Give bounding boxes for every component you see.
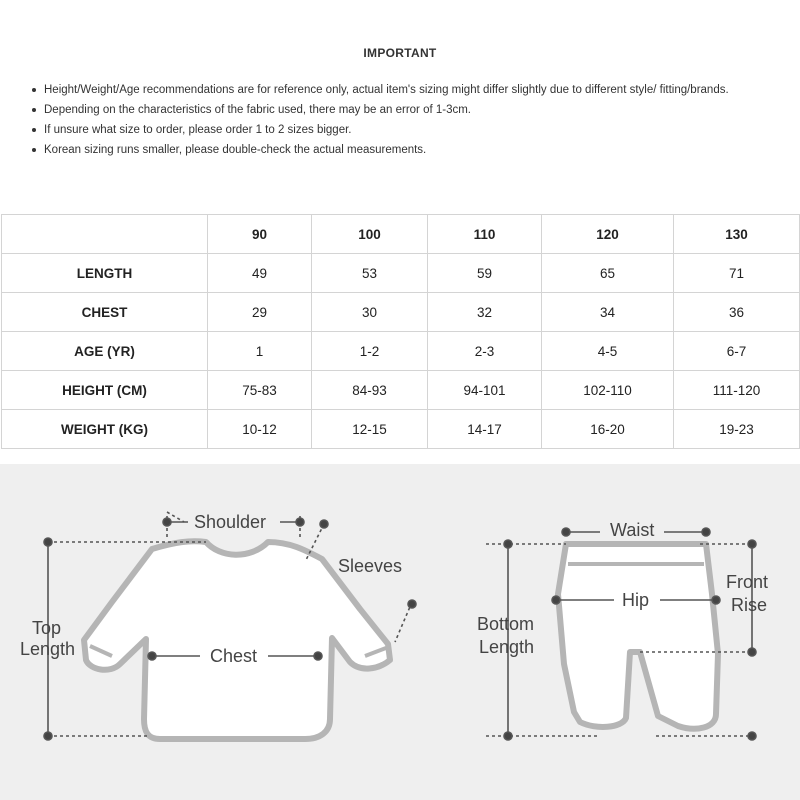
table-cell: 2-3: [428, 332, 542, 371]
sleeve-dot-top: [320, 520, 328, 528]
table-cell: 75-83: [208, 371, 312, 410]
measurement-illustration: [0, 464, 800, 800]
table-cell: 12-15: [312, 410, 428, 449]
table-cell: 1: [208, 332, 312, 371]
row-label: CHEST: [2, 293, 208, 332]
pants-shape: [558, 544, 718, 729]
size-header: 90: [208, 215, 312, 254]
row-label: AGE (YR): [2, 332, 208, 371]
table-cell: 16-20: [542, 410, 674, 449]
table-row: [2, 371, 800, 410]
table-cell: 59: [428, 254, 542, 293]
table-row: [2, 254, 800, 293]
notice-list: [28, 80, 788, 160]
sleeves-label: Sleeves: [338, 556, 403, 576]
table-row: [2, 293, 800, 332]
table-cell: 1-2: [312, 332, 428, 371]
table-cell: 29: [208, 293, 312, 332]
table-row: [2, 410, 800, 449]
table-cell: 32: [428, 293, 542, 332]
waist-label: Waist: [610, 520, 655, 540]
notice-item: Korean sizing runs smaller, please double-check the actual measurements.: [28, 140, 788, 160]
size-header: 120: [542, 215, 674, 254]
row-label: HEIGHT (CM): [2, 371, 208, 410]
table-cell: 65: [542, 254, 674, 293]
front-rise-dot-top: [748, 540, 756, 548]
table-cell: 94-101: [428, 371, 542, 410]
size-header: 130: [674, 215, 800, 254]
bottom-length-dot-bottom: [504, 732, 512, 740]
bottom-length-label-2: Length: [479, 637, 535, 657]
sleeve-dot-bottom: [408, 600, 416, 608]
table-cell: 84-93: [312, 371, 428, 410]
table-cell: 111-120: [674, 371, 800, 410]
table-cell: 53: [312, 254, 428, 293]
size-header: 100: [312, 215, 428, 254]
bottom-garment-illustration: [558, 544, 718, 729]
table-corner-cell: [2, 215, 208, 254]
shoulder-dot-left: [163, 518, 171, 526]
table-row: [2, 332, 800, 371]
notice-item: If unsure what size to order, please order 1 to 2 sizes bigger.: [28, 120, 788, 140]
top-length-dot-top: [44, 538, 52, 546]
waist-dot-left: [562, 528, 570, 536]
hip-dot-right: [712, 596, 720, 604]
table-cell: 71: [674, 254, 800, 293]
table-cell: 34: [542, 293, 674, 332]
hip-label: Hip: [622, 590, 650, 610]
table-cell: 49: [208, 254, 312, 293]
front-rise-label-1: Front: [726, 572, 769, 592]
table-cell: 6-7: [674, 332, 800, 371]
bottom-length-label-1: Bottom: [477, 614, 535, 634]
notice-item: Depending on the characteristics of the fabric used, there may be an error of 1-3cm.: [28, 100, 788, 120]
row-label: LENGTH: [2, 254, 208, 293]
top-length-label-2: Length: [20, 639, 76, 659]
notice-item: Height/Weight/Age recommendations are for reference only, actual item's sizing might differ slightly due to different style/ fitting/brands.: [28, 80, 788, 100]
table-header-row: [2, 215, 800, 254]
size-header: 110: [428, 215, 542, 254]
chest-label: Chest: [210, 646, 258, 666]
bottom-length-dot-top: [504, 540, 512, 548]
measurement-diagram: [0, 464, 800, 800]
row-label: WEIGHT (KG): [2, 410, 208, 449]
table-cell: 30: [312, 293, 428, 332]
table-cell: 19-23: [674, 410, 800, 449]
top-length-label-1: Top: [32, 618, 62, 638]
chest-dot-right: [314, 652, 322, 660]
table-cell: 10-12: [208, 410, 312, 449]
table-cell: 4-5: [542, 332, 674, 371]
table-cell: 36: [674, 293, 800, 332]
chest-dot-left: [148, 652, 156, 660]
notice-title: IMPORTANT: [363, 46, 437, 60]
bottom-length-dot-right: [748, 732, 756, 740]
important-notice: [0, 0, 800, 200]
waist-dot-right: [702, 528, 710, 536]
front-rise-dot-bottom: [748, 648, 756, 656]
size-chart-table: [1, 214, 800, 449]
hip-dot-left: [552, 596, 560, 604]
shoulder-dot-right: [296, 518, 304, 526]
table-cell: 102-110: [542, 371, 674, 410]
front-rise-label-2: Rise: [731, 595, 768, 615]
shoulder-label: Shoulder: [194, 512, 267, 532]
table-cell: 14-17: [428, 410, 542, 449]
top-length-dot-bottom: [44, 732, 52, 740]
